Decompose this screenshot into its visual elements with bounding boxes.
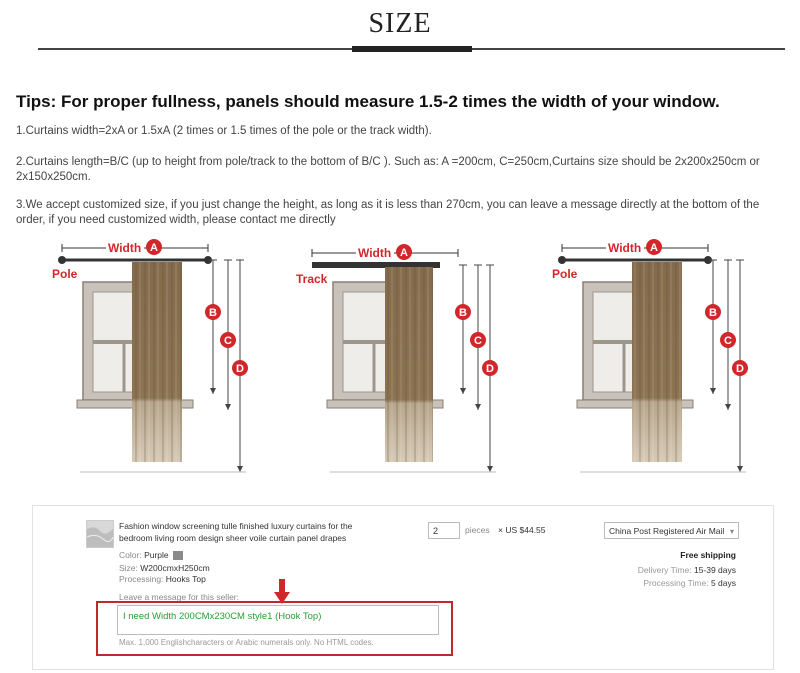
processing-time-label: Processing Time: — [643, 578, 709, 588]
curtain-folds — [632, 262, 682, 462]
seller-message-text: I need Width 200CMx230CM style1 (Hook Top) — [123, 611, 322, 622]
color-label: Color: — [119, 550, 142, 560]
tip-width: 1.Curtains width=2xA or 1.5xA (2 times or 1.5 times of the pole or the track width). — [16, 125, 432, 137]
color-swatch-icon — [173, 551, 183, 560]
width-label: Width — [108, 241, 142, 255]
arrowhead — [710, 388, 716, 394]
title-rule-accent — [352, 46, 472, 52]
curtain-folds — [132, 262, 182, 462]
color-value: Purple — [144, 550, 169, 560]
pieces-label: pieces — [465, 525, 490, 535]
arrowhead — [225, 404, 231, 410]
product-thumbnail[interactable] — [86, 520, 114, 548]
free-shipping-label: Free shipping — [680, 550, 736, 560]
delivery-time — [638, 565, 736, 575]
diagram-pole-1 — [52, 239, 248, 472]
arrowhead — [475, 404, 481, 410]
shipping-method-value: China Post Registered Air Mail — [609, 526, 725, 536]
size-value: W200cmxH250cm — [140, 563, 210, 573]
marker-c-label: C — [724, 335, 732, 347]
marker-a-label: A — [650, 242, 658, 254]
mount-type-label: Pole — [552, 267, 578, 281]
message-hint: Max. 1,000 Englishcharacters or Arabic numerals only. No HTML codes. — [119, 638, 374, 647]
curtain-diagrams — [0, 232, 800, 494]
delivery-time-value: 15-39 days — [693, 565, 736, 575]
arrowhead — [725, 404, 731, 410]
marker-b-label: B — [209, 307, 217, 319]
size-label: Size: — [119, 563, 138, 573]
arrowhead — [737, 466, 743, 472]
product-title[interactable]: Fashion window screening tulle finished luxury curtains for the bedroom living room design sheer voile curtain panel drapes — [119, 521, 353, 543]
tips-heading: Tips: For proper fullness, panels should measure 1.5-2 times the width of your window. — [16, 92, 720, 111]
width-label: Width — [608, 241, 642, 255]
multiply-sign: × — [498, 525, 503, 535]
marker-d-label: D — [236, 363, 244, 375]
curtain-folds — [385, 267, 433, 462]
arrowhead — [460, 388, 466, 394]
marker-c-label: C — [474, 335, 482, 347]
down-arrow-icon — [274, 579, 290, 605]
pole-finial — [558, 256, 566, 264]
quantity-input[interactable]: 2 — [428, 522, 460, 539]
price-value: US $44.55 — [505, 525, 546, 535]
marker-c-label: C — [224, 335, 232, 347]
processing-label: Processing: — [119, 574, 164, 584]
marker-b-label: B — [709, 307, 717, 319]
marker-a-label: A — [150, 242, 158, 254]
processing-attribute — [119, 574, 206, 584]
marker-a-label: A — [400, 247, 408, 259]
arrowhead — [487, 466, 493, 472]
unit-price — [498, 525, 546, 535]
size-attribute — [119, 563, 210, 573]
diagram-track — [296, 244, 498, 472]
tip-length: 2.Curtains length=B/C (up to height from pole/track to the bottom of B/C ). Such as: A =200cm, C=250cm,Curtains size should be 2x200x250cm or 2x150x250cm. — [16, 156, 760, 183]
shipping-method-select[interactable] — [604, 522, 739, 539]
mount-type-label: Pole — [52, 267, 78, 281]
color-attribute — [119, 550, 183, 560]
processing-time — [643, 578, 736, 588]
pole-finial — [58, 256, 66, 264]
chevron-down-icon: ▾ — [729, 527, 734, 536]
marker-b-label: B — [459, 307, 467, 319]
diagram-pole-2 — [552, 239, 748, 472]
marker-d-label: D — [736, 363, 744, 375]
delivery-time-label: Delivery Time: — [637, 565, 692, 575]
width-label: Width — [358, 246, 392, 260]
page-title: SIZE — [368, 8, 432, 39]
tip-custom: 3.We accept customized size, if you just change the height, as long as it is less than 270cm, you can leave a message directly at the bottom of the order, if you need customized width, please contact me directly — [16, 199, 760, 226]
mount-type-label: Track — [296, 272, 328, 286]
processing-value: Hooks Top — [165, 574, 206, 584]
processing-time-value: 5 days — [710, 578, 736, 588]
arrowhead — [210, 388, 216, 394]
leave-message-label: Leave a message for this seller: — [119, 592, 240, 602]
marker-d-label: D — [486, 363, 494, 375]
arrowhead — [237, 466, 243, 472]
